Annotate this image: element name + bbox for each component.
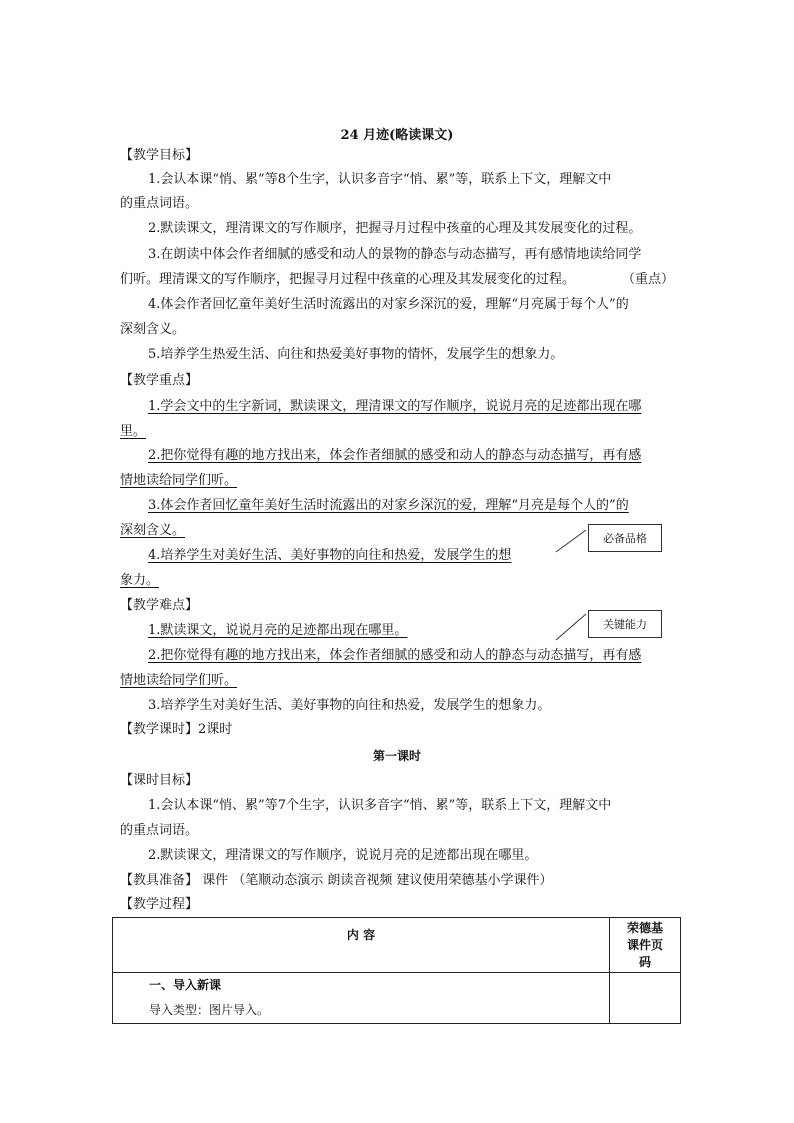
objective-4-line-2: 深刻含义。 [120, 322, 186, 337]
lesson-objectives-heading: 【课时目标】 [120, 773, 199, 788]
objective-1-line-1: 1.会认本课“悄、累”等8个生字，认识多音字“悄、累”等，联系上下文，理解文中 [148, 172, 612, 187]
row-content-cell [113, 973, 610, 1024]
header-side-line-3: 码 [638, 955, 651, 969]
table-row [113, 973, 681, 1024]
key-tag: （重点） [621, 272, 674, 287]
header-side-cell [610, 918, 681, 973]
hours-line: 【教学课时】2课时 [120, 722, 233, 737]
lesson-1-title: 第一课时 [372, 749, 421, 763]
lesson-objective-1-line-2: 的重点词语。 [120, 823, 199, 838]
objective-2: 2.默读课文，理清课文的写作顺序，把握寻月过程中孩童的心理及其发展变化的过程。 [148, 221, 642, 236]
difficulty-1: 1.默读课文，说说月亮的足迹都出现在哪里。 [148, 623, 408, 638]
lesson-objective-2: 2.默读课文，理清课文的写作顺序，说说月亮的足迹都出现在哪里。 [148, 848, 538, 863]
row-side-cell [610, 973, 681, 1024]
objective-4-line-1: 4.体会作者回忆童年美好生活时流露出的对家乡深沉的爱，理解“月亮属于每个人”的 [148, 297, 629, 312]
objective-5: 5.培养学生热爱生活、向往和热爱美好事物的情怀，发展学生的想象力。 [148, 347, 564, 362]
tools-line: 【教具准备】 课件 （笔顺动态演示 朗读音视频 建议使用荣德基小学课件） [120, 873, 553, 888]
focus-heading: 【教学重点】 [120, 373, 199, 388]
header-content-label: 内 容 [346, 928, 376, 942]
focus-4-line-2: 象力。 [120, 573, 160, 588]
objective-1-line-2: 的重点词语。 [120, 196, 199, 211]
focus-2-line-2: 情地读给同学们听。 [120, 473, 238, 488]
difficulty-2-line-2: 情地读给同学们听。 [120, 673, 238, 688]
row-text: 导入类型：图片导入。 [149, 1003, 270, 1017]
ability-connector [556, 614, 586, 640]
objectives-heading: 【教学目标】 [120, 148, 199, 163]
lesson-objective-1-line-1: 1.会认本课“悄、累”等7个生字，认识多音字“悄、累”等，联系上下文，理解文中 [148, 798, 612, 813]
callout-ability: 关键能力 [588, 610, 662, 638]
objective-3-line-1: 3.在朗读中体会作者细腻的感受和动人的景物的静态与动态描写，再有感情地读给同学 [148, 247, 642, 262]
header-content-cell [113, 918, 610, 973]
difficulty-2-line-1: 2.把你觉得有趣的地方找出来，体会作者细腻的感受和动人的静态与动态描写，再有感 [148, 648, 642, 663]
lesson-title: 24 月迹(略读课文) [340, 128, 454, 143]
focus-3-line-1: 3.体会作者回忆童年美好生活时流露出的对家乡深沉的爱，理解“月亮是每个人的”的 [148, 498, 629, 513]
callout-character: 必备品格 [588, 524, 662, 552]
focus-1-line-1: 1.学会文中的生字新词，默读课文，理清课文的写作顺序，说说月亮的足迹都出现在哪 [148, 399, 642, 414]
process-table [112, 917, 681, 1024]
process-heading: 【教学过程】 [120, 897, 199, 912]
focus-1-line-2: 里。 [120, 424, 147, 439]
table-header-row [113, 918, 681, 973]
focus-3-line-2: 深刻含义。 [120, 523, 186, 538]
focus-4-line-1: 4.培养学生对美好生活、美好事物的向往和热爱，发展学生的想 [148, 548, 512, 563]
difficulty-3: 3.培养学生对美好生活、美好事物的向往和热爱，发展学生的想象力。 [148, 698, 551, 713]
header-side-line-1: 荣德基 [626, 921, 663, 935]
row-title: 一、导入新课 [149, 978, 222, 992]
character-connector [556, 530, 586, 552]
objective-3-line-2: 们听。理清课文的写作顺序，把握寻月过程中孩童的心理及其发展变化的过程。 [120, 272, 576, 287]
difficulty-heading: 【教学难点】 [120, 598, 199, 613]
focus-2-line-1: 2.把你觉得有趣的地方找出来，体会作者细腻的感受和动人的静态与动态描写，再有感 [148, 448, 642, 463]
header-side-line-2: 课件页 [626, 938, 663, 952]
